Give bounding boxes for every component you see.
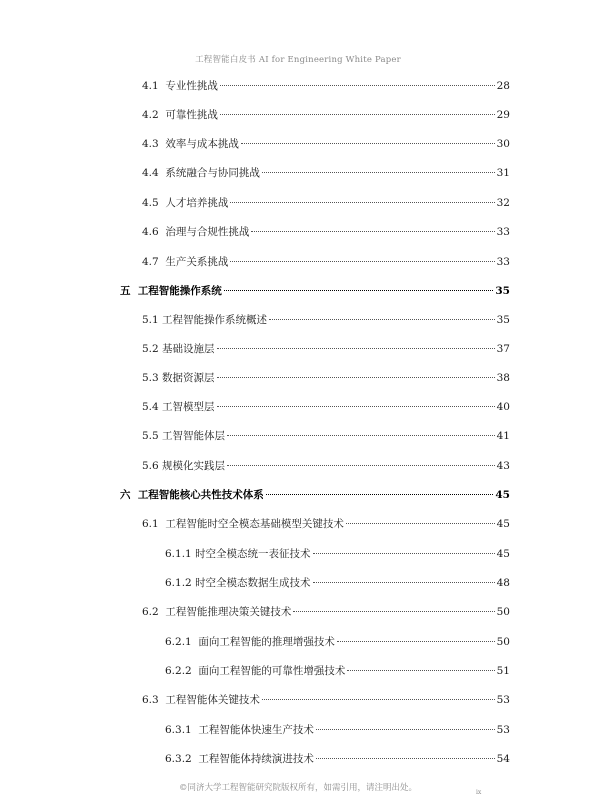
toc-leader-dots [241, 143, 495, 144]
toc-number: 4.7 [142, 256, 159, 268]
toc-page-number: 45 [495, 489, 510, 501]
toc-page-number: 35 [495, 285, 510, 297]
toc-entry-5-4[interactable] [142, 400, 510, 414]
toc-number: 6.2 [142, 606, 159, 618]
toc-title: 工程智能时空全模态基础模型关键技术 [165, 518, 344, 530]
toc-leader-dots [217, 406, 495, 407]
toc-page-number: 31 [496, 167, 510, 179]
toc-title: 工程智能体快速生产技术 [198, 724, 314, 736]
toc-leader-dots [227, 465, 495, 466]
toc-entry-5-1[interactable] [142, 313, 510, 327]
toc-leader-dots [316, 729, 495, 730]
toc-number: 6.2.1 [165, 636, 192, 648]
toc-leader-dots [230, 202, 494, 203]
toc-number: 五 [120, 285, 131, 297]
toc-entry-4-5[interactable] [142, 196, 510, 210]
toc-title: 系统融合与协同挑战 [165, 167, 260, 179]
toc-leader-dots [316, 758, 495, 759]
toc-entry-4-6[interactable] [142, 225, 510, 239]
toc-title: 时空全模态统一表征技术 [195, 548, 311, 560]
toc-number: 6.2.2 [165, 665, 192, 677]
toc-number: 5.1 [142, 314, 159, 326]
toc-title: 专业性挑战 [165, 80, 218, 92]
toc-entry-4-1[interactable] [142, 79, 510, 93]
toc-page-number: 33 [496, 256, 510, 268]
toc-page-number: 45 [496, 518, 510, 530]
toc-page-number: 29 [496, 109, 510, 121]
toc-title: 面向工程智能的推理增强技术 [198, 636, 335, 648]
toc-leader-dots [293, 611, 494, 612]
toc-page-number: 53 [496, 694, 510, 706]
toc-page-number: 50 [496, 606, 510, 618]
toc-page-number: 41 [496, 430, 510, 442]
toc-title: 治理与合规性挑战 [165, 226, 250, 238]
toc-number: 5.3 [142, 372, 159, 384]
toc-entry-6-1-1[interactable] [165, 547, 510, 561]
toc-page-number: 35 [496, 314, 510, 326]
toc-title: 规模化实践层 [162, 460, 226, 472]
toc-entry-4-7[interactable] [142, 255, 510, 269]
toc-number: 4.3 [142, 138, 159, 150]
toc-number: 5.6 [142, 460, 159, 472]
toc-page-number: 32 [496, 197, 510, 209]
toc-entry-6-3-1[interactable] [165, 723, 510, 737]
toc-title: 基础设施层 [162, 343, 215, 355]
toc-title: 工智模型层 [162, 401, 215, 413]
toc-entry-6-3[interactable] [142, 693, 510, 707]
toc-number: 4.6 [142, 226, 159, 238]
toc-number: 4.5 [142, 197, 159, 209]
toc-page-number: 28 [496, 80, 510, 92]
toc-leader-dots [220, 114, 495, 115]
toc-title: 工程智能体持续演进技术 [198, 753, 314, 765]
toc-page-number: 48 [496, 577, 510, 589]
toc-title: 时空全模态数据生成技术 [195, 577, 311, 589]
toc-leader-dots [266, 494, 494, 495]
toc-number: 6.1 [142, 518, 159, 530]
toc-title: 面向工程智能的可靠性增强技术 [198, 665, 346, 677]
toc-number: 6.1.2 [165, 577, 192, 589]
toc-title: 人才培养挑战 [165, 197, 229, 209]
toc-page-number: 53 [496, 724, 510, 736]
toc-leader-dots [220, 85, 495, 86]
toc-title: 工程智能体关键技术 [165, 694, 260, 706]
toc-page-number: 40 [496, 401, 510, 413]
toc-entry-6-1[interactable] [142, 517, 510, 531]
toc-page-number: 30 [496, 138, 510, 150]
toc-number: 六 [120, 489, 131, 501]
toc-title: 工智智能体层 [162, 430, 226, 442]
running-header: 工程智能白皮书 AI for Engineering White Paper [195, 55, 401, 65]
toc-entry-6-1-2[interactable] [165, 576, 510, 590]
toc-leader-dots [262, 172, 495, 173]
toc-leader-dots [313, 553, 495, 554]
toc-number: 5.5 [142, 430, 159, 442]
toc-leader-dots [269, 319, 495, 320]
toc-leader-dots [262, 699, 495, 700]
copyright-footer: ©同济大学工程智能研究院版权所有，如需引用，请注明出处。 [178, 783, 417, 793]
toc-title: 生产关系挑战 [165, 256, 229, 268]
toc-title: 工程智能操作系统概述 [162, 314, 268, 326]
toc-chapter-6[interactable] [120, 488, 510, 502]
toc-chapter-5[interactable] [120, 284, 510, 298]
toc-number: 4.4 [142, 167, 159, 179]
toc-leader-dots [217, 377, 495, 378]
toc-page-number: 51 [496, 665, 510, 677]
toc-leader-dots [230, 261, 494, 262]
toc-entry-4-2[interactable] [142, 108, 510, 122]
page-number: ix [476, 789, 482, 796]
toc-page-number: 45 [496, 548, 510, 560]
toc-page-number: 43 [496, 460, 510, 472]
toc-title: 数据资源层 [162, 372, 215, 384]
toc-page-number: 33 [496, 226, 510, 238]
toc-page-number: 37 [496, 343, 510, 355]
toc-number: 6.3.2 [165, 753, 192, 765]
toc-title: 可靠性挑战 [165, 109, 218, 121]
toc-leader-dots [227, 435, 495, 436]
toc-leader-dots [251, 231, 494, 232]
toc-leader-dots [346, 523, 495, 524]
toc-entry-5-5[interactable] [142, 429, 510, 443]
toc-entry-5-2[interactable] [142, 342, 510, 356]
toc-title: 工程智能推理决策关键技术 [165, 606, 292, 618]
toc-entry-6-2-2[interactable] [165, 664, 510, 678]
toc-leader-dots [217, 348, 495, 349]
toc-number: 6.1.1 [165, 548, 192, 560]
toc-entry-5-6[interactable] [142, 459, 510, 473]
toc-entry-4-3[interactable] [142, 137, 510, 151]
toc-entry-6-2[interactable] [142, 605, 510, 619]
toc-page-number: 54 [496, 753, 510, 765]
toc-title: 效率与成本挑战 [165, 138, 239, 150]
toc-title: 工程智能核心共性技术体系 [137, 489, 264, 501]
toc-leader-dots [347, 670, 494, 671]
toc-page-number: 50 [496, 636, 510, 648]
toc-title: 工程智能操作系统 [137, 285, 222, 297]
toc-leader-dots [313, 582, 495, 583]
toc-entry-6-3-2[interactable] [165, 752, 510, 766]
toc-number: 4.2 [142, 109, 159, 121]
toc-number: 6.3 [142, 694, 159, 706]
toc-entry-5-3[interactable] [142, 371, 510, 385]
toc-entry-6-2-1[interactable] [165, 635, 510, 649]
toc-number: 4.1 [142, 80, 159, 92]
toc-page-number: 38 [496, 372, 510, 384]
toc-entry-4-4[interactable] [142, 166, 510, 180]
toc-leader-dots [224, 290, 494, 291]
toc-number: 5.2 [142, 343, 159, 355]
toc-number: 5.4 [142, 401, 159, 413]
toc-leader-dots [337, 641, 495, 642]
toc-number: 6.3.1 [165, 724, 192, 736]
